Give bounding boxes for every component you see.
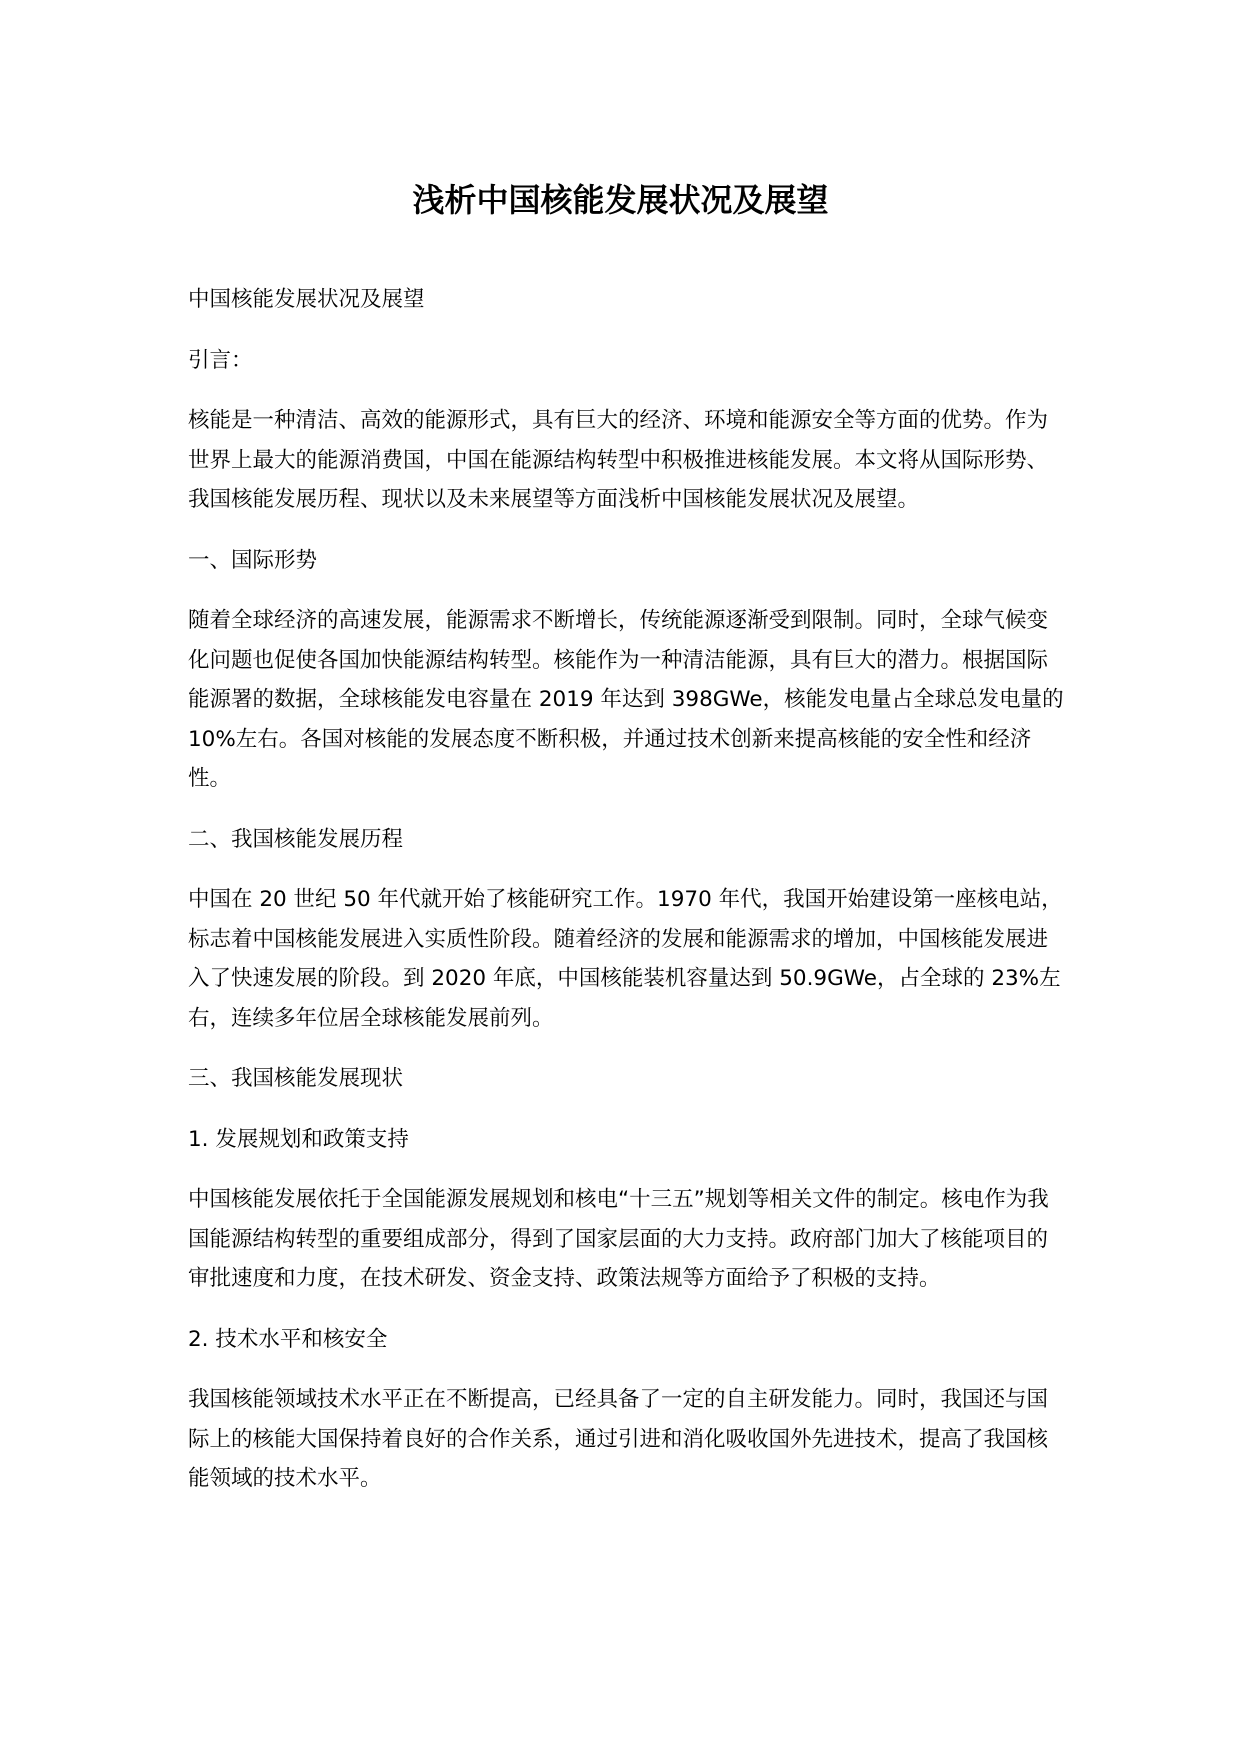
section-heading-international: 一、国际形势 <box>188 547 318 573</box>
section-heading-status: 三、我国核能发展现状 <box>188 1066 404 1091</box>
subsection-heading-technology: 2. 技术水平和核安全 <box>188 1326 388 1352</box>
section-heading-history: 二、我国核能发展历程 <box>188 826 404 852</box>
document-title: 浅析中国核能发展状况及展望 <box>412 181 829 219</box>
intro-label: 引言： <box>188 347 253 373</box>
subsection-heading-planning: 1. 发展规划和政策支持 <box>188 1126 409 1152</box>
intro-paragraph: 核能是一种清洁、高效的能源形式，具有巨大的经济、环境和能源安全等方面的优势。作为世界上最大的能源消费国，中国在能源结构转型中积极推进核能发展。本文将从国际形势、我国核能发展历程、现状以及未来展望等方面浅析中国核能发展状况及展望。 <box>188 408 1049 512</box>
document-subtitle: 中国核能发展状况及展望 <box>188 287 425 312</box>
section-paragraph-international: 随着全球经济的高速发展，能源需求不断增长，传统能源逐渐受到限制。同时，全球气候变化问题也促使各国加快能源结构转型。核能作为一种清洁能源，具有巨大的潜力。根据国际能源署的数据，全球核能发电容量在 2019 年达到 398GWe，核能发电量占全球总发电量的 10%左右。各国对核能的发展态度不断积极，并通过技术创新来提高核能的安全性和经济性。 <box>188 608 1064 791</box>
subsection-paragraph-planning: 中国核能发展依托于全国能源发展规划和核电“十三五”规划等相关文件的制定。核电作为我国能源结构转型的重要组成部分，得到了国家层面的大力支持。政府部门加大了核能项目的审批速度和力度，在技术研发、资金支持、政策法规等方面给予了积极的支持。 <box>188 1187 1049 1291</box>
document-body <box>188 280 1068 1520</box>
section-paragraph-history: 中国在 20 世纪 50 年代就开始了核能研究工作。1970 年代，我国开始建设第一座核电站，标志着中国核能发展进入实质性阶段。随着经济的发展和能源需求的增加，中国核能发展进入了快速发展的阶段。到 2020 年底，中国核能装机容量达到 50.9GWe，占全球的 23%左右，连续多年位居全球核能发展前列。 <box>188 887 1063 1031</box>
subsection-paragraph-technology: 我国核能领域技术水平正在不断提高，已经具备了一定的自主研发能力。同时，我国还与国际上的核能大国保持着良好的合作关系，通过引进和消化吸收国外先进技术，提高了我国核能领域的技术水平。 <box>188 1387 1049 1491</box>
